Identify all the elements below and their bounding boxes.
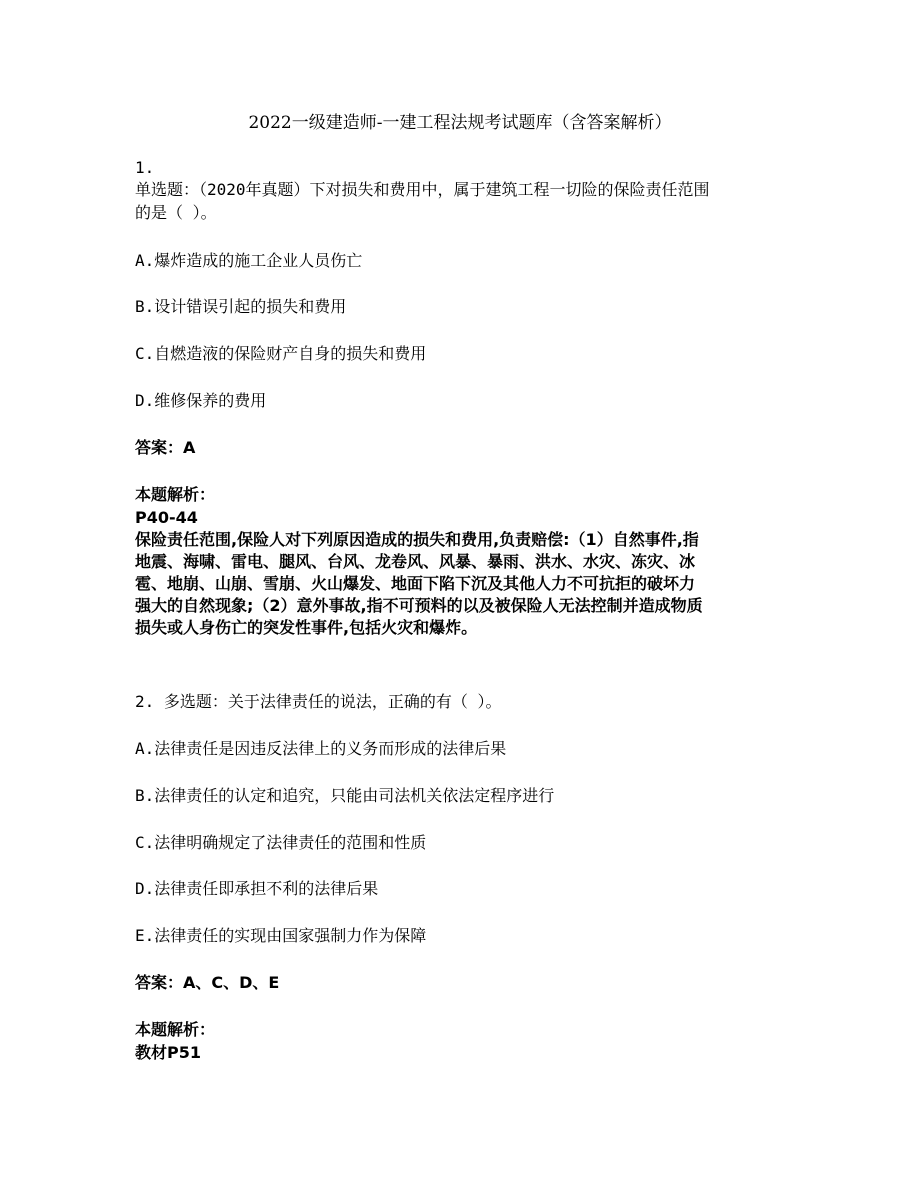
question-1-option-a: A.爆炸造成的施工企业人员伤亡 [135, 251, 363, 270]
analysis-line: 损失或人身伤亡的突发性事件,包括火灾和爆炸。 [135, 618, 478, 637]
question-2-option-d: D.法律责任即承担不利的法律后果 [135, 879, 379, 898]
question-1-option-d: D.维修保养的费用 [135, 391, 267, 410]
question-1-option-b: B.设计错误引起的损失和费用 [135, 297, 347, 316]
question-2-answer: 答案：A、C、D、E [135, 973, 280, 992]
question-1-stem-line-2: 的是（ ）。 [135, 203, 217, 222]
question-1-analysis [135, 507, 795, 639]
question-2-option-e: E.法律责任的实现由国家强制力作为保障 [135, 926, 427, 945]
analysis-line: P40-44 [135, 508, 198, 527]
question-1-number: 1. [135, 158, 155, 177]
analysis-line: 保险责任范围,保险人对下列原因造成的损失和费用,负责赔偿:（1）自然事件,指 [135, 530, 699, 549]
question-1-answer: 答案：A [135, 438, 196, 457]
analysis-line: 地震、海啸、雷电、腿风、台风、龙卷风、风暴、暴雨、洪水、水灾、冻灾、冰 [135, 552, 696, 571]
analysis-line: 强大的自然现象;（2）意外事故,指不可预料的以及被保险人无法控制并造成物质 [135, 596, 703, 615]
document-title: 2022一级建造师-一建工程法规考试题库（含答案解析） [248, 113, 672, 133]
question-1-stem-line-1: 单选题：（2020年真题）下对损失和费用中，属于建筑工程一切险的保险责任范围 [135, 180, 710, 199]
question-2-option-a: A.法律责任是因违反法律上的义务而形成的法律后果 [135, 739, 507, 758]
question-2-analysis: 教材P51 [135, 1043, 201, 1062]
analysis-line: 雹、地崩、山崩、雪崩、火山爆发、地面下陷下沉及其他人力不可抗拒的破坏力 [135, 574, 696, 593]
question-2-option-c: C.法律明确规定了法律责任的范围和性质 [135, 833, 427, 852]
question-1-option-c: C.自燃造液的保险财产自身的损失和费用 [135, 344, 427, 363]
question-1-analysis-label: 本题解析： [135, 485, 216, 504]
question-2-stem: 2. 多选题：关于法律责任的说法，正确的有（ ）。 [135, 692, 502, 711]
question-2-analysis-label: 本题解析： [135, 1020, 216, 1039]
question-2-option-b: B.法律责任的认定和追究，只能由司法机关依法定程序进行 [135, 786, 555, 805]
